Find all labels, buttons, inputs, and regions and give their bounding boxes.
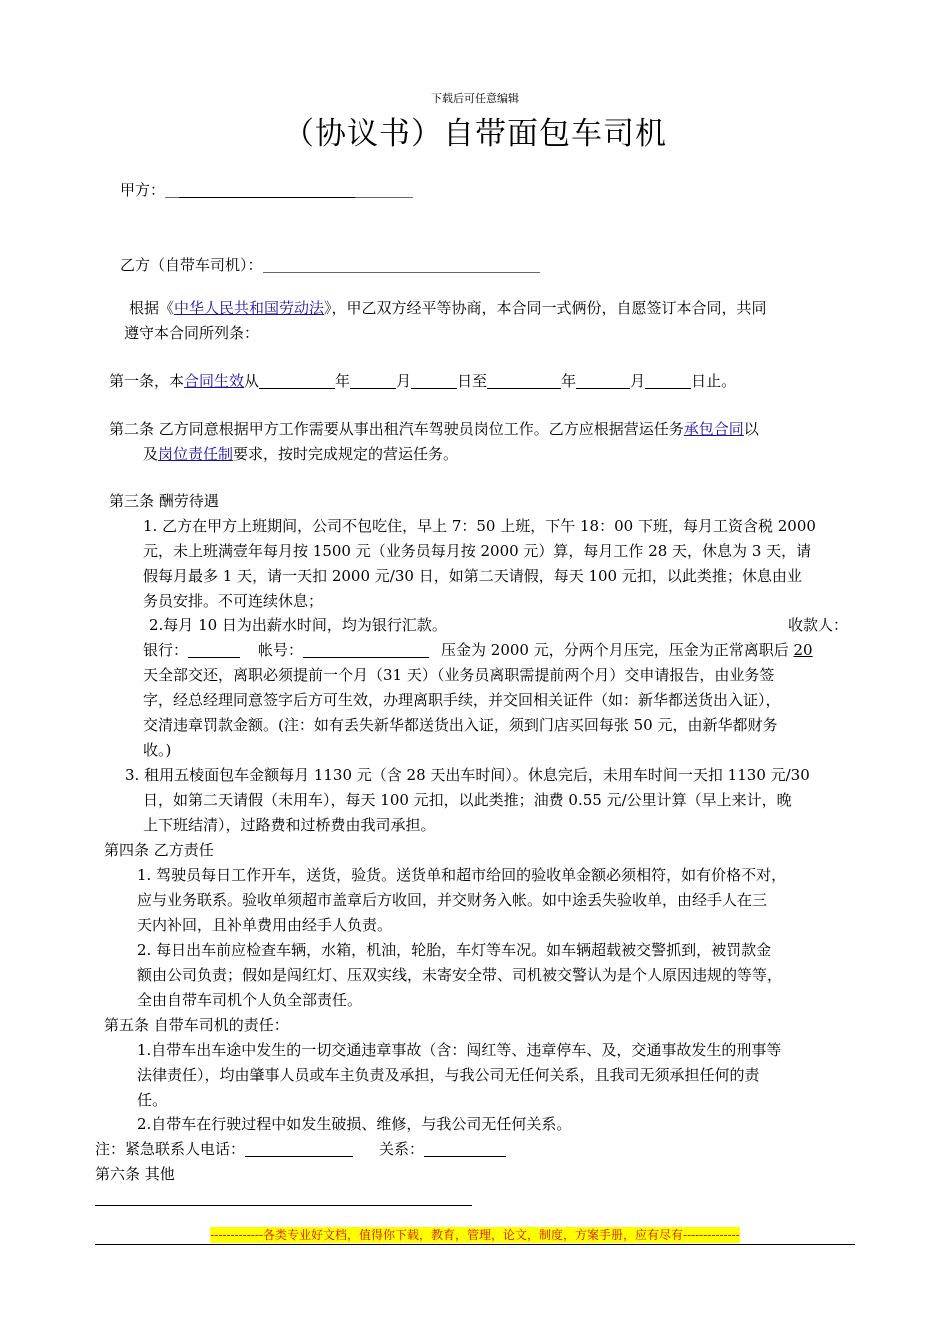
contract-effective-link[interactable]: 合同生效: [184, 372, 245, 390]
deposit-text: 压金为 2000 元，分两个月压完，压金为正常离职后: [441, 641, 794, 659]
art5-p1-line-2: 法律责任），均由肇事人员或车主负责及承担，与我公司无任何关系，且我司无须承担任何的责: [137, 1066, 760, 1084]
relation-blank[interactable]: [424, 1140, 506, 1157]
deposit-days: 20: [793, 641, 813, 659]
payee-label: 收款人：: [788, 616, 849, 634]
art1-from: 从: [244, 372, 260, 390]
footer-banner: [0, 1226, 950, 1243]
start-day-blank[interactable]: [411, 372, 457, 389]
party-a-blank-tail[interactable]: [355, 181, 413, 198]
start-month-blank[interactable]: [350, 372, 396, 389]
party-b-blank[interactable]: [263, 256, 540, 273]
party-a-blank[interactable]: [179, 181, 355, 198]
account-label: 帐号：: [258, 641, 304, 659]
labor-law-link[interactable]: 中华人民共和国劳动法: [174, 299, 325, 317]
art4-p2-line-1: 2. 每日出车前应检查车辆，水箱，机油，轮胎，车灯等车况。如车辆超载被交警抓到，被罚款金: [137, 941, 772, 959]
art3-p3-line-1: 3. 租用五棱面包车金额每月 1130 元（含 28 天出车时间）。休息完后，未用车时间一天扣 1130 元/30: [125, 766, 810, 784]
intro-line-1: [129, 296, 767, 321]
top-note: 下载后可任意编辑: [431, 92, 519, 105]
art3-p1-line-2: 元，未上班满壹年每月按 1500 元（业务员每月按 2000 元）算，每月工作 28 天，休息为 3 天，请: [143, 542, 812, 560]
party-a-blank-lead[interactable]: [165, 181, 179, 198]
art3-p2-line-6: 收。): [143, 741, 172, 759]
footer-rule: [95, 1244, 855, 1245]
intro-post: 》，甲乙双方经平等协商，本合同一式俩份，自愿签订本合同，共同: [324, 299, 767, 317]
art2-line2-pre: 及: [143, 445, 159, 463]
emergency-phone-label: 注：紧急联系人电话：: [95, 1140, 246, 1158]
article-1: [109, 369, 736, 394]
article-4-heading: 第四条 乙方责任: [104, 841, 214, 859]
bank-blank[interactable]: [188, 641, 240, 658]
start-year-blank[interactable]: [259, 372, 335, 389]
party-b-line: [120, 253, 540, 278]
art3-p2-line-1: 2.每月 10 日为出薪水时间，均为银行汇款。: [149, 616, 447, 634]
document-title: （协议书）自带面包车司机: [283, 116, 667, 152]
article-5-heading: 第五条 自带车司机的责任：: [104, 1016, 289, 1034]
art1-month1: 月: [396, 372, 412, 390]
art5-p1-line-1: 1.自带车出车途中发生的一切交通违章事故（含：闯红等、违章停车、及，交通事故发生的刑事等: [137, 1041, 782, 1059]
article-3-heading: 第三条 酬劳待遇: [109, 492, 219, 510]
art1-pre: 第一条，本: [109, 372, 185, 390]
art3-p2-line-3: 天全部交还，离职必须提前一个月（31 天）（业务员离职需提前两个月）交申请报告，由业务签: [143, 666, 775, 684]
art2-line2-post: 要求，按时完成规定的营运任务。: [233, 445, 459, 463]
art3-p3-line-2: 日，如第二天请假（未用车），每天 100 元扣，以此类推；油费 0.55 元/公里计算（早上来计，晚: [143, 791, 792, 809]
end-day-blank[interactable]: [645, 372, 691, 389]
art1-year2: 年: [561, 372, 577, 390]
art3-p3-line-3: 上下班结清），过路费和过桥费由我司承担。: [143, 816, 436, 834]
party-a-label: 甲方：: [120, 181, 166, 199]
relation-label: 关系：: [379, 1140, 425, 1158]
intro-pre: 根据《: [129, 299, 175, 317]
art2-pre: 第二条 乙方同意根据甲方工作需要从事出租汽车驾驶员岗位工作。乙方应根据营运任务: [109, 420, 684, 438]
job-responsibility-link[interactable]: 岗位责任制: [158, 445, 234, 463]
article-2-line-2: [143, 442, 458, 467]
end-month-blank[interactable]: [576, 372, 630, 389]
art3-p2-line-5: 交清违章罚款金额。(注：如有丢失新华都送货出入证，须到门店买回每张 50 元，由新华都财务: [143, 716, 778, 734]
art2-post: 以: [743, 420, 759, 438]
art5-p1-line-3: 任。: [137, 1091, 168, 1109]
emergency-phone-blank[interactable]: [245, 1140, 353, 1157]
end-year-blank[interactable]: [487, 372, 561, 389]
art5-p2: 2.自带车在行驶过程中如发生破损、维修，与我公司无任何关系。: [137, 1115, 572, 1133]
art4-p2-line-3: 全由自带车司机个人负全部责任。: [137, 991, 363, 1009]
account-blank[interactable]: [303, 641, 429, 658]
art3-p1-line-1: 1. 乙方在甲方上班期间，公司不包吃住，早上 7：50 上班，下午 18：00 下班，每月工资含税 2000: [143, 517, 816, 535]
art1-day2: 日止。: [691, 372, 737, 390]
art3-p1-line-4: 务员安排。不可连续休息；: [143, 592, 324, 610]
contract-link[interactable]: 承包合同: [683, 420, 744, 438]
art1-year1: 年: [335, 372, 351, 390]
art4-p2-line-2: 额由公司负责；假如是闯红灯、压双实线，未寄安全带、司机被交警认为是个人原因违规的等等，: [137, 966, 783, 984]
article-2-line-1: [109, 417, 759, 442]
art1-day1: 日至: [457, 372, 488, 390]
art4-p1-line-2: 应与业务联系。验收单须超市盖章后方收回，并交财务入帐。如中途丢失验收单，由经手人在三: [137, 891, 768, 909]
other-terms-line: [95, 1205, 472, 1206]
art4-p1-line-3: 天内补回，且补单费用由经手人负责。: [137, 916, 393, 934]
intro-line-2: 遵守本合同所列条：: [124, 324, 260, 342]
art3-p2-line-4: 字，经总经理同意签字后方可生效，办理离职手续，并交回相关证件（如：新华都送货出入证），: [143, 691, 781, 709]
article-6-heading: 第六条 其他: [95, 1165, 175, 1183]
art3-p1-line-3: 假每月最多 1 天，请一天扣 2000 元/30 日，如第二天请假，每天 100 元扣，以此类推；休息由业: [143, 567, 802, 585]
emergency-contact-line: [95, 1137, 506, 1162]
party-a-line: [120, 178, 413, 203]
footer-text: -------------各类专业好文档，值得你下载，教育，管理，论文，制度，方案手册，应有尽有--------------: [210, 1228, 740, 1242]
bank-label: 银行：: [143, 641, 189, 659]
art4-p1-line-1: 1. 驾驶员每日工作开车，送货，验货。送货单和超市给回的验收单金额必须相符，如有价格不对，: [137, 866, 787, 884]
art3-p2-bank-line: [143, 638, 813, 663]
party-b-label: 乙方（自带车司机）：: [120, 256, 263, 274]
art1-month2: 月: [630, 372, 646, 390]
